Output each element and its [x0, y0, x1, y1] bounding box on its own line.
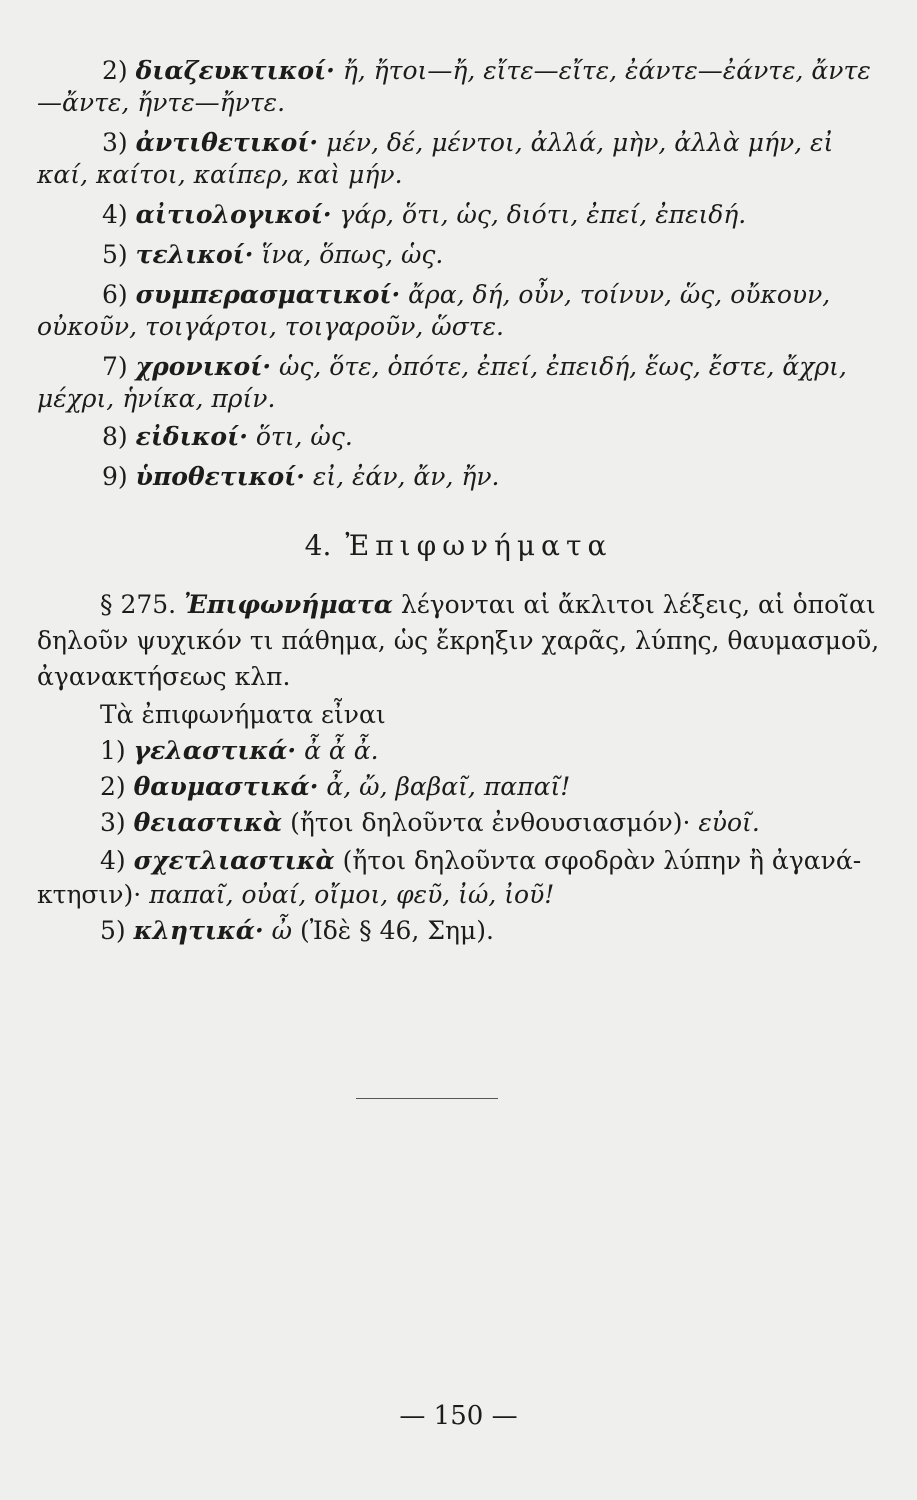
list-item: 4) αἰτιολογικοί· γάρ, ὅτι, ὡς, διότι, ἐπεί, ἐπειδή.	[102, 200, 747, 229]
paragraph-intro: Τὰ ἐπιφωνήματα εἶναι	[100, 700, 386, 729]
list-item: 2) διαζευκτικοί· ἤ, ἤτοι—ἤ, εἴτε—εἴτε, ἐάντε—ἐάντε, ἄντε	[102, 56, 871, 85]
item-term: σχετλιαστικὰ	[133, 846, 335, 875]
item-term: αἰτιολογικοί·	[135, 200, 332, 229]
list-item: 5) κλητικά· ὦ (Ἰδὲ § 46, Σημ).	[100, 916, 494, 945]
item-term: τελικοί·	[135, 240, 254, 269]
list-item: 7) χρονικοί· ὡς, ὅτε, ὁπότε, ἐπεί, ἐπειδή, ἕως, ἔστε, ἄχρι,	[102, 352, 847, 381]
list-item: 6) συμπερασματικοί· ἄρα, δή, οὖν, τοίνυν, ὥς, οὔκουν,	[102, 280, 831, 309]
list-item-continuation: μέχρι, ἡνίκα, πρίν.	[37, 384, 276, 413]
paragraph-first-line: § 275. Ἐπιφωνήματα λέγονται αἱ ἄκλιτοι λέξεις, αἱ ὁποῖαι	[100, 590, 876, 619]
list-item: 5) τελικοί· ἵνα, ὅπως, ὡς.	[102, 240, 444, 269]
list-item-continuation: κτησιν)· παπαῖ, οὐαί, οἴμοι, φεῦ, ἰώ, ἰοῦ!	[37, 880, 555, 909]
section-number: 4.	[304, 529, 332, 562]
paragraph-line: δηλοῦν ψυχικόν τι πάθημα, ὡς ἔκρηξιν χαρᾶς, λύπης, θαυμασμοῦ,	[37, 626, 880, 655]
list-item: 4) σχετλιαστικὰ (ἤτοι δηλοῦντα σφοδρὰν λύπην ἢ ἀγανά-	[100, 846, 862, 875]
list-item-continuation: καί, καίτοι, καίπερ, καὶ μήν.	[37, 160, 403, 189]
paragraph-line: ἀγανακτήσεως κλπ.	[37, 662, 291, 691]
list-item: 1) γελαστικά· ἆ ἆ ἆ.	[100, 736, 379, 765]
list-item-continuation: —ἄντε, ἤντε—ἤντε.	[37, 88, 286, 117]
list-item-continuation: οὐκοῦν, τοιγάρτοι, τοιγαροῦν, ὥστε.	[37, 312, 504, 341]
section-divider	[356, 1098, 498, 1099]
list-item: 9) ὑποθετικοί· εἰ, ἐάν, ἄν, ἤν.	[102, 462, 500, 491]
section-title: Ἐπιφωνήματα	[345, 529, 613, 562]
item-term: κλητικά·	[133, 916, 264, 945]
item-term: συμπερασματικοί·	[135, 280, 401, 309]
paragraph-mark: § 275.	[100, 590, 177, 619]
section-heading	[0, 528, 917, 564]
item-term: εἰδικοί·	[135, 422, 248, 451]
list-item: 8) εἰδικοί· ὅτι, ὡς.	[102, 422, 353, 451]
item-term: διαζευκτικοί·	[135, 56, 335, 85]
list-item: 3) θειαστικὰ (ἤτοι δηλοῦντα ἐνθουσιασμόν)· εὐοῖ.	[100, 808, 760, 837]
paragraph-term: Ἐπιφωνήματα	[184, 590, 393, 619]
item-term: θειαστικὰ	[133, 808, 283, 837]
item-term: γελαστικά·	[133, 736, 297, 765]
item-term: θαυμαστικά·	[133, 772, 319, 801]
item-term: ὑποθετικοί·	[135, 462, 305, 491]
list-item: 3) ἀντιθετικοί· μέν, δέ, μέντοι, ἀλλά, μὴν, ἀλλὰ μήν, εἰ	[102, 128, 834, 157]
page-number: — 150 —	[399, 1401, 518, 1431]
list-item: 2) θαυμαστικά· ἆ, ὤ, βαβαῖ, παπαῖ!	[100, 772, 571, 801]
item-term: ἀντιθετικοί·	[135, 128, 319, 157]
item-term: χρονικοί·	[135, 352, 272, 381]
